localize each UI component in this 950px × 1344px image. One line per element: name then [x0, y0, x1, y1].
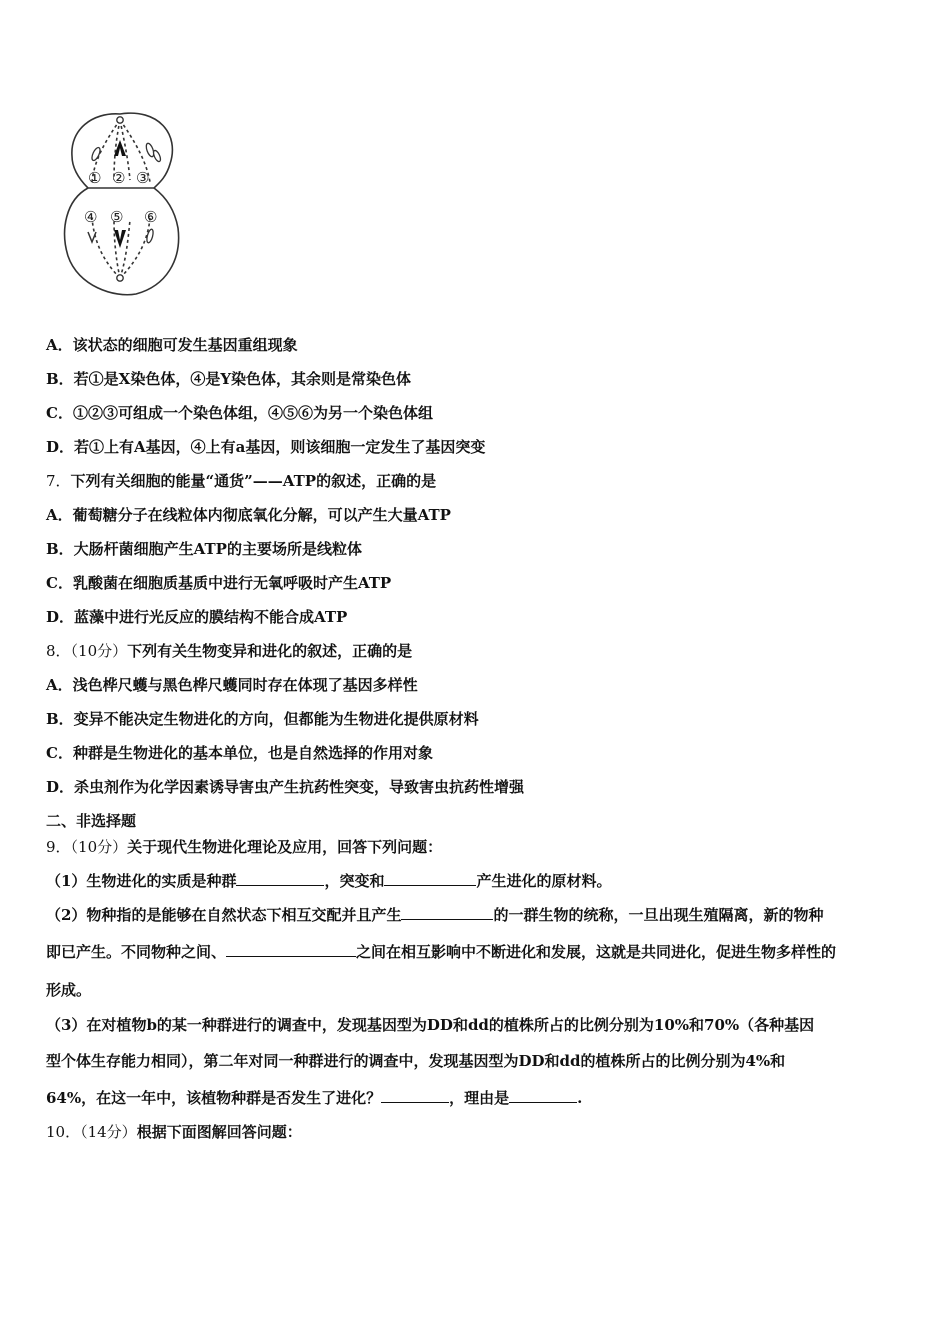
- q9-p1-blank-2[interactable]: [384, 871, 476, 886]
- q9-p1-blank-1[interactable]: [236, 871, 324, 886]
- upper-v-chromosome: [114, 140, 126, 156]
- section-heading: 二、非选择题: [46, 812, 137, 830]
- q8-option-c: C．种群是生物进化的基本单位，也是自然选择的作用对象: [46, 744, 433, 762]
- q9-p3-text-c: 64%，在这一年中，该植物种群是否发生了进化？: [46, 1089, 382, 1107]
- label-1: ①: [88, 169, 102, 187]
- q9-part3-line1: （3）在对植物b的某一种群进行的调查中，发现基因型为DD和dd的植株所占的比例分别为10%和70%（各种基因: [46, 1016, 815, 1034]
- q9-p2-blank-2[interactable]: [226, 942, 356, 957]
- q7-option-a: A．葡萄糖分子在线粒体内彻底氧化分解，可以产生大量ATP: [46, 506, 451, 524]
- q6-option-b: B．若①是X染色体，④是Y染色体，其余则是常染色体: [46, 370, 412, 388]
- q7-number: 7．: [46, 472, 71, 490]
- q6-option-c: C．①②③可组成一个染色体组，④⑤⑥为另一个染色体组: [46, 404, 433, 422]
- label-2: ②: [112, 169, 126, 187]
- q9-p2-text-c: 即已产生。不同物种之间、: [46, 943, 227, 961]
- q9-part2-line3: 形成。: [46, 981, 92, 999]
- q10-number: 10．: [46, 1123, 81, 1141]
- q9-p3-text-e: .: [577, 1089, 583, 1107]
- q7-option-b: B．大肠杆菌细胞产生ATP的主要场所是线粒体: [46, 540, 362, 558]
- q9-p2-text-a: （2）物种指的是能够在自然状态下相互交配并且产生: [46, 906, 402, 924]
- q7-option-c: C．乳酸菌在细胞质基质中进行无氧呼吸时产生ATP: [46, 574, 392, 592]
- label-5: ⑤: [110, 208, 124, 226]
- lower-pole: [117, 275, 123, 281]
- lower-v-chromosome: [114, 230, 126, 248]
- lower-chromosome-right: [146, 229, 155, 244]
- q8-option-d: D．杀虫剂作为化学因素诱导害虫产生抗药性突变，导致害虫抗药性增强: [46, 778, 525, 796]
- q7-stem: [46, 470, 436, 492]
- q10-text: 根据下面图解回答问题：: [136, 1123, 302, 1141]
- q6-option-a: A．该状态的细胞可发生基因重组现象: [46, 336, 298, 354]
- q8-option-a: A．浅色桦尺蠖与黑色桦尺蠖同时存在体现了基因多样性: [46, 676, 418, 694]
- q9-text: 关于现代生物进化理论及应用，回答下列问题：: [127, 838, 443, 856]
- q8-option-b: B．变异不能决定生物进化的方向，但都能为生物进化提供原材料: [46, 710, 479, 728]
- q9-part1: [46, 870, 611, 892]
- q9-p2-blank-1[interactable]: [401, 905, 493, 920]
- upper-chromosome-right2: [152, 149, 162, 162]
- upper-chromosome-left: [90, 146, 101, 161]
- upper-pole: [117, 117, 123, 123]
- q9-part2-line2: [46, 941, 836, 963]
- q9-number: 9．: [46, 838, 71, 856]
- q9-p2-text-d: 之间在相互影响中不断进化和发展，这就是共同进化，促进生物多样性的: [356, 943, 837, 961]
- q9-p3-text-d: ，理由是: [449, 1089, 510, 1107]
- q9-p3-blank-2[interactable]: [509, 1088, 577, 1103]
- q9-p1-text-b: ，突变和: [324, 872, 385, 890]
- q8-score: （10分）: [70, 642, 128, 660]
- q7-text: 下列有关细胞的能量“通货”——ATP的叙述，正确的是: [70, 472, 437, 490]
- q9-p1-text-a: （1）生物进化的实质是种群: [46, 872, 237, 890]
- q9-p3-blank-1[interactable]: [381, 1088, 449, 1103]
- label-4: ④: [84, 208, 98, 226]
- q7-option-d: D．蓝藻中进行光反应的膜结构不能合成ATP: [46, 608, 348, 626]
- q8-stem: [46, 640, 412, 662]
- q8-number: 8．: [46, 642, 71, 660]
- q9-part3-line3: [46, 1087, 582, 1109]
- q9-score: （10分）: [70, 838, 128, 856]
- q9-p1-text-c: 产生进化的原材料。: [476, 872, 612, 890]
- label-6: ⑥: [144, 208, 158, 226]
- q9-stem: [46, 836, 442, 858]
- cell-division-figure: [58, 100, 188, 300]
- q10-stem: [46, 1121, 302, 1143]
- q10-score: （14分）: [80, 1123, 137, 1141]
- lower-chromosome-left: [88, 232, 96, 242]
- q9-part3-line2: 型个体生存能力相同），第二年对同一种群进行的调查中，发现基因型为DD和dd的植株所占的比例分别为4%和: [46, 1052, 786, 1070]
- q8-text: 下列有关生物变异和进化的叙述，正确的是: [127, 642, 413, 660]
- q9-p2-text-b: 的一群生物的统称，一旦出现生殖隔离，新的物种: [493, 906, 824, 924]
- q9-part2-line1: [46, 904, 823, 926]
- label-3: ③: [136, 169, 150, 187]
- q6-option-d: D．若①上有A基因，④上有a基因，则该细胞一定发生了基因突变: [46, 438, 486, 456]
